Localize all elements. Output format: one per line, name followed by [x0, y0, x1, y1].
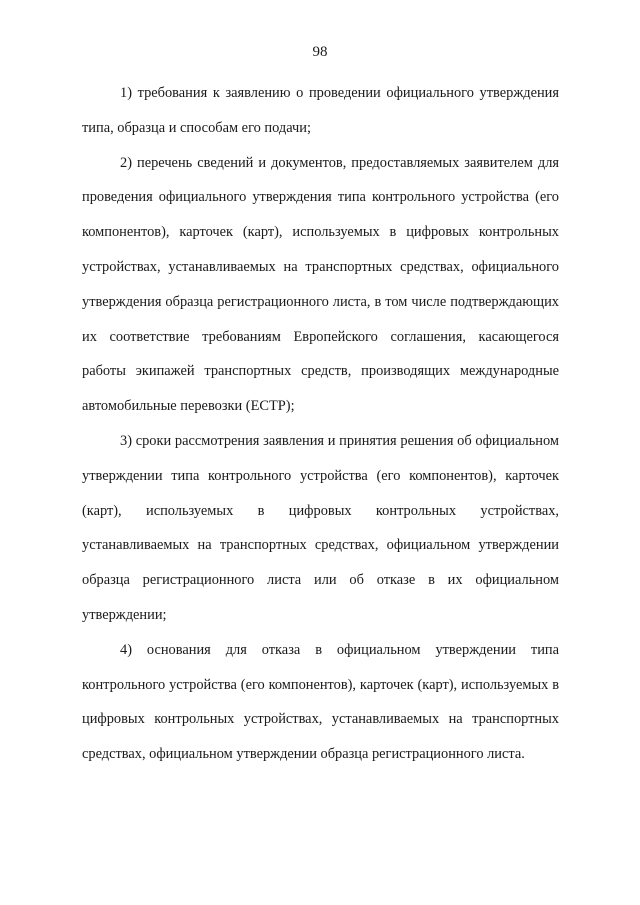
document-body	[82, 76, 559, 772]
list-item: 3) сроки рассмотрения заявления и принятия решения об официальном утверждении типа контрольного устройства (его компонентов), карточек (карт), используемых в цифровых контрольных устройствах, устанавливаемых на транспортных средствах, официальном утверждении образца регистрационного листа или об отказе в их официальном утверждении;	[82, 432, 559, 623]
list-item: 2) перечень сведений и документов, предоставляемых заявителем для проведения официального утверждения типа контрольного устройства (его компонентов), карточек (карт), используемых в цифровых контрольных устройствах, устанавливаемых на транспортных средствах, официального утверждения образца регистрационного листа, в том числе подтверждающих их соответствие требованиям Европейского соглашения, касающегося работы экипажей транспортных средств, производящих международные автомобильные перевозки (ЕСТР);	[82, 154, 559, 415]
list-item: 1) требования к заявлению о проведении официального утверждения типа, образца и способам его подачи;	[82, 85, 559, 136]
page-number: 98	[312, 44, 328, 60]
list-item: 4) основания для отказа в официальном утверждении типа контрольного устройства (его компонентов), карточек (карт), используемых в цифровых контрольных устройствах, устанавливаемых на транспортных средствах, официальном утверждении образца регистрационного листа.	[82, 641, 559, 763]
